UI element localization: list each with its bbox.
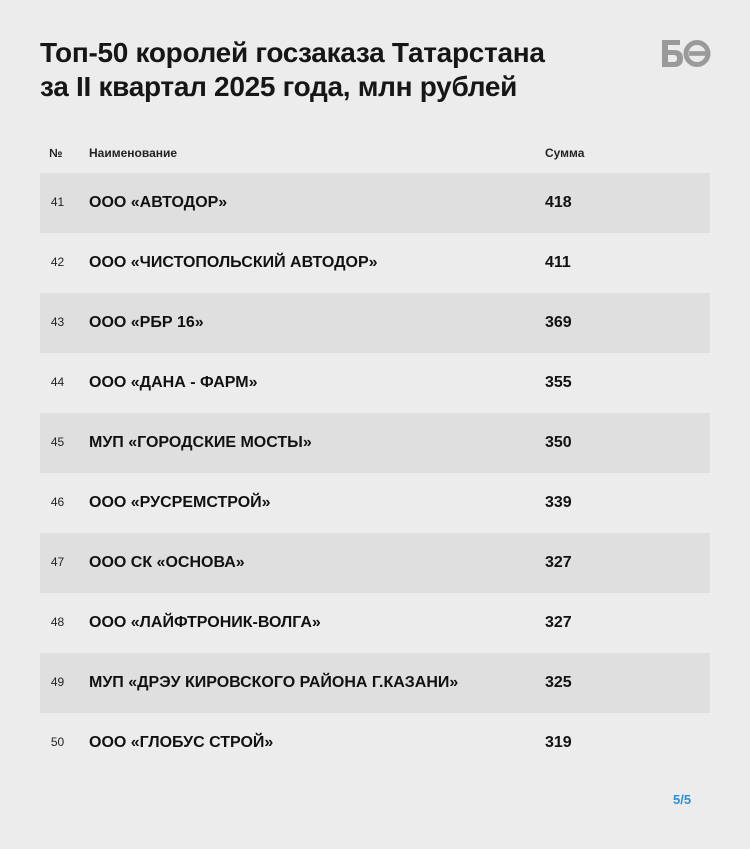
row-number: 48 xyxy=(50,615,65,629)
row-name: ООО «ДАНА - ФАРМ» xyxy=(89,374,258,391)
row-name: ООО «ГЛОБУС СТРОЙ» xyxy=(89,734,274,751)
bo-logo-icon xyxy=(661,39,711,69)
table-row xyxy=(40,233,710,293)
row-number: 46 xyxy=(50,495,65,509)
row-sum: 411 xyxy=(545,254,571,271)
row-sum: 369 xyxy=(545,314,572,331)
row-sum: 418 xyxy=(545,194,572,211)
row-name: ООО «РУСРЕМСТРОЙ» xyxy=(89,494,271,511)
row-sum: 350 xyxy=(545,434,572,451)
row-number: 41 xyxy=(50,195,65,209)
header-name: Наименование xyxy=(89,146,178,160)
row-name: ООО «АВТОДОР» xyxy=(89,194,228,211)
row-number: 44 xyxy=(50,375,65,389)
page-title-line-2: за II квартал 2025 года, млн рублей xyxy=(40,71,518,102)
row-sum: 327 xyxy=(545,614,572,631)
row-number: 42 xyxy=(50,255,65,269)
row-sum: 325 xyxy=(545,674,572,691)
table-row xyxy=(40,713,710,773)
row-number: 43 xyxy=(50,315,65,329)
bo-logo xyxy=(661,39,711,69)
row-number: 50 xyxy=(50,735,65,749)
table-row xyxy=(40,293,710,353)
table-row xyxy=(40,653,710,713)
row-sum: 355 xyxy=(545,374,572,391)
header-number: № xyxy=(49,146,63,160)
row-name: МУП «ДРЭУ КИРОВСКОГО РАЙОНА Г.КАЗАНИ» xyxy=(89,674,459,691)
row-name: ООО «РБР 16» xyxy=(89,314,204,331)
row-number: 45 xyxy=(50,435,65,449)
table-row xyxy=(40,353,710,413)
row-sum: 327 xyxy=(545,554,572,571)
row-name: ООО «ЛАЙФТРОНИК-ВОЛГА» xyxy=(89,614,321,631)
table-row xyxy=(40,173,710,233)
table-row xyxy=(40,533,710,593)
row-sum: 339 xyxy=(545,494,572,511)
header-sum: Сумма xyxy=(545,146,585,160)
table-row xyxy=(40,593,710,653)
row-name: МУП «ГОРОДСКИЕ МОСТЫ» xyxy=(89,434,312,451)
page-title-line-1: Топ-50 королей госзаказа Татарстана xyxy=(40,37,545,68)
row-number: 47 xyxy=(50,555,65,569)
ranking-table xyxy=(40,173,710,773)
table-row xyxy=(40,473,710,533)
row-number: 49 xyxy=(50,675,65,689)
page-title xyxy=(40,36,620,104)
row-name: ООО «ЧИСТОПОЛЬСКИЙ АВТОДОР» xyxy=(89,254,378,271)
row-sum: 319 xyxy=(545,734,572,751)
page-indicator: 5/5 xyxy=(673,792,692,807)
table-row xyxy=(40,413,710,473)
table-header xyxy=(40,146,710,162)
row-name: ООО СК «ОСНОВА» xyxy=(89,554,245,571)
